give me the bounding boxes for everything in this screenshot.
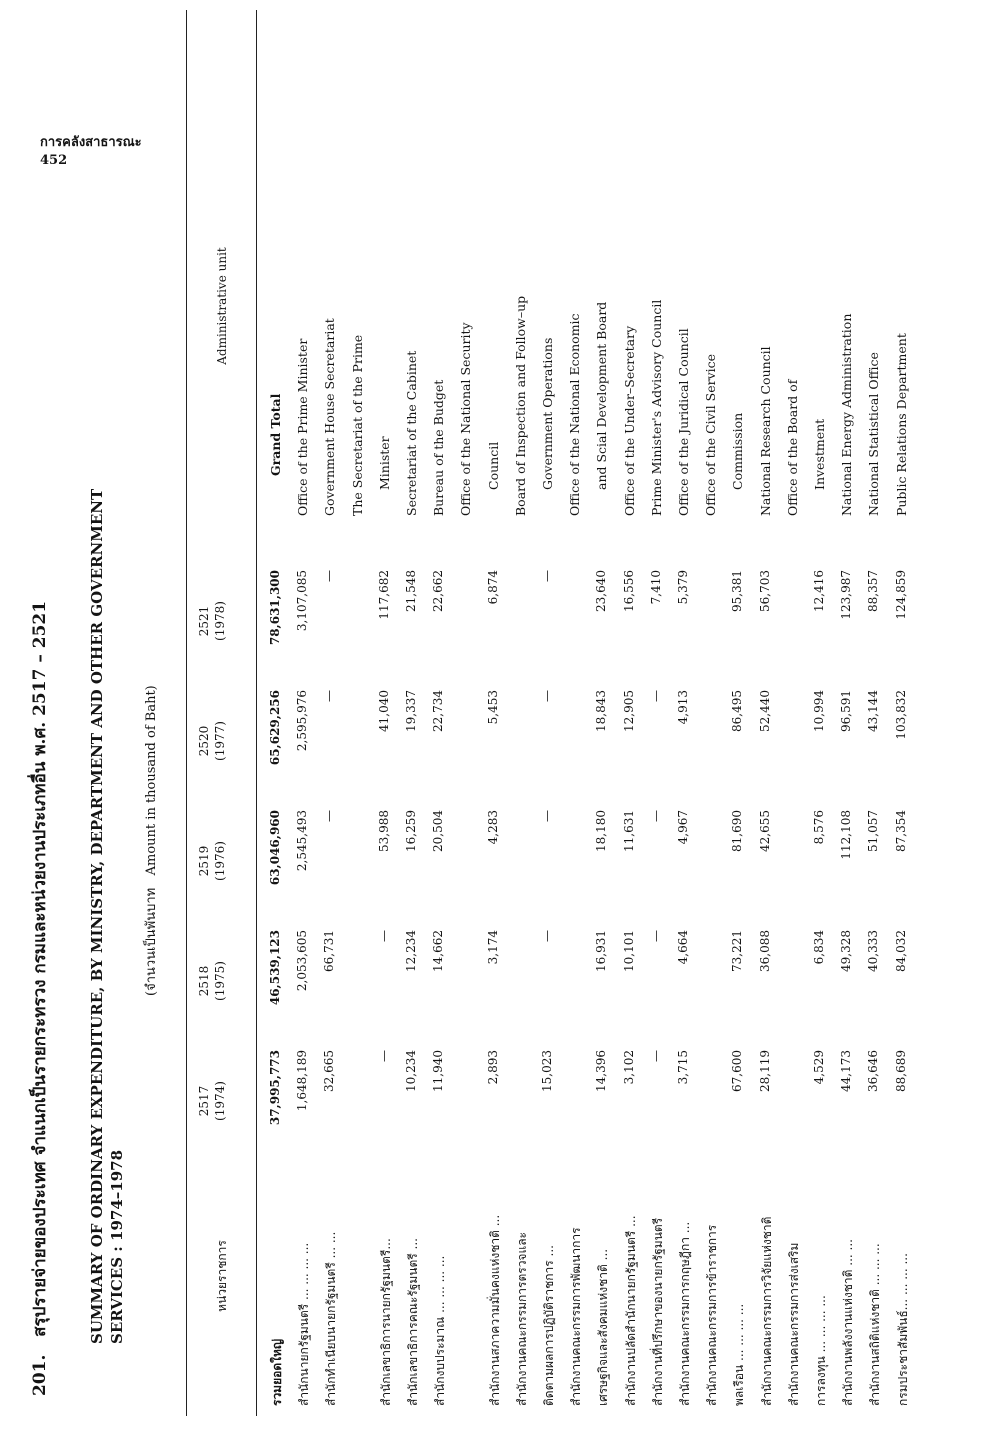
row-english-label: Office of the Juridical Council [676, 328, 691, 516]
row-value-2518: — [540, 930, 554, 942]
unit-note [140, 685, 161, 996]
row-value-2517: 44,173 [839, 1050, 854, 1092]
row-thai-label: สำนักงานที่ปรึกษาของนายกรัฐมนตรี [650, 1217, 665, 1406]
row-value-2521: 7,410 [648, 570, 663, 605]
table-row [540, 36, 564, 1416]
top-rule [186, 10, 187, 1416]
table-row [594, 36, 618, 1416]
table-row [649, 36, 673, 1416]
row-thai-label: สำนักงานพลังงานแห่งชาติ ... ... [841, 1239, 856, 1406]
row-value-2519: 112,108 [839, 810, 854, 860]
row-thai-label: สำนักงานคณะกรรมการกฤษฎีกา ... [678, 1221, 692, 1406]
row-value-2518: 49,328 [839, 930, 854, 972]
row-thai-label: การลงทุน ... ... ... ... [814, 1295, 828, 1406]
row-value-2520: 2,595,976 [295, 690, 310, 752]
row-value-2520: 43,144 [866, 690, 881, 732]
header-rule [256, 10, 257, 1416]
table-row [839, 36, 863, 1416]
row-value-2519: 51,057 [866, 810, 881, 852]
row-value-2520: — [540, 690, 554, 702]
table-row [703, 36, 727, 1416]
table-row [513, 36, 537, 1416]
row-value-2521: — [540, 570, 554, 582]
row-value-2520: 19,337 [404, 690, 418, 732]
row-value-2519: — [648, 810, 663, 822]
title-english-1: SUMMARY OF ORDINARY EXPENDITURE, BY MINISTRY, DEPARTMENT AND OTHER GOVERNMENT [88, 488, 106, 1344]
row-value-2520: 96,591 [839, 690, 854, 732]
row-thai-label: สำนักงานสภาความมั่นคงแห่งชาติ ... [487, 1214, 502, 1406]
row-english-label: Office of the Under–Secretary [621, 325, 637, 516]
row-value-2517: 67,600 [730, 1050, 745, 1092]
table-row [404, 36, 428, 1416]
row-english-label: The Secretariat of the Prime [349, 334, 365, 516]
row-value-2518: — [648, 930, 663, 942]
row-value-2521: 95,381 [730, 570, 745, 612]
row-thai-label: สำนักงานคณะกรรมการวิจัยแห่งชาติ [759, 1216, 774, 1406]
row-thai-label: สำนักงบประมาณ ... ... ... ... [433, 1255, 448, 1406]
col-head-2521: 2521 (1978) [197, 601, 227, 641]
row-value-2520: 41,040 [376, 690, 391, 732]
row-english-label: Minister [376, 436, 392, 490]
row-value-2521: 23,640 [594, 570, 609, 612]
unit-thai: (จำนวนเป็นพันบาท [144, 887, 159, 996]
row-value-2520: 52,440 [757, 690, 772, 732]
row-value-2517: 11,940 [431, 1050, 446, 1092]
row-value-2519: 63,046,960 [268, 810, 282, 886]
row-value-2517: 28,119 [757, 1050, 772, 1092]
row-value-2520: — [322, 690, 337, 702]
row-value-2519: 20,504 [431, 810, 446, 852]
row-value-2519: 87,354 [893, 810, 908, 852]
table-row [676, 36, 700, 1416]
row-thai-label: สำนักเลขาธิการคณะรัฐมนตรี ... [406, 1238, 420, 1406]
table-row [458, 36, 482, 1416]
row-english-label: and Scial Development Board [594, 301, 610, 490]
row-value-2518: 16,931 [594, 930, 609, 972]
title-thai-line [26, 601, 53, 1396]
unit-english: Amount in thousand of Baht) [144, 685, 159, 876]
row-english-label: Investment [812, 418, 827, 490]
row-value-2517: 3,715 [676, 1050, 690, 1085]
row-value-2521: 56,703 [757, 570, 772, 612]
row-thai-label: สำนักนายกรัฐมนตรี ... ... ... ... [297, 1242, 312, 1406]
table-row [295, 36, 319, 1416]
row-value-2521: 123,987 [839, 570, 854, 620]
row-thai-label: สำนักทำเนียบนายกรัฐมนตรี ... ... [324, 1231, 339, 1406]
table-row [322, 36, 346, 1416]
row-value-2517: 3,102 [621, 1050, 636, 1085]
row-value-2517: 14,396 [594, 1050, 609, 1092]
row-english-label: Council [485, 441, 501, 490]
row-value-2521: 5,379 [676, 570, 690, 605]
row-value-2520: 12,905 [621, 690, 636, 732]
row-english-label: Public Relations Department [893, 333, 909, 516]
row-value-2518: 4,664 [676, 930, 690, 965]
row-value-2519: — [322, 810, 337, 822]
row-value-2517: — [376, 1050, 391, 1062]
row-value-2517: 10,234 [404, 1050, 418, 1092]
row-english-label: Government House Secretariat [322, 318, 338, 516]
row-english-label: Bureau of the Budget [431, 379, 447, 516]
section-title: การคลังสาธารณะ [40, 135, 142, 150]
row-value-2517: 2,893 [485, 1050, 500, 1085]
row-value-2520: 10,994 [812, 690, 826, 732]
col-head-2518: 2518 (1975) [197, 961, 227, 1001]
row-thai-label: สำนักงานคณะกรรมการพัฒนาการ [569, 1227, 584, 1406]
col-head-2517: 2517 (1974) [197, 1081, 227, 1121]
row-value-2518: — [376, 930, 391, 942]
table-row [622, 36, 646, 1416]
row-value-2519: 42,655 [757, 810, 772, 852]
row-thai-label: สำนักงานคณะกรรมการตรวจและ [514, 1232, 529, 1406]
table-row [431, 36, 455, 1416]
row-english-label: Prime Minister's Advisory Council [648, 299, 664, 516]
row-value-2519: 11,631 [621, 810, 636, 852]
row-value-2519: — [540, 810, 554, 822]
row-english-label: Government Operations [540, 337, 555, 490]
row-value-2519: 8,576 [812, 810, 826, 845]
col-head-2520: 2520 (1977) [197, 721, 227, 761]
table-row [866, 36, 890, 1416]
row-value-2521: 6,874 [485, 570, 500, 605]
row-value-2520: 65,629,256 [268, 690, 282, 766]
row-thai-label: รวมยอดใหญ่ [270, 1338, 284, 1406]
row-value-2521: 88,357 [866, 570, 881, 612]
row-value-2519: 2,545,493 [295, 810, 310, 872]
row-value-2521: 3,107,085 [295, 570, 310, 632]
row-value-2518: 73,221 [730, 930, 745, 972]
title-english-2: SERVICES : 1974–1978 [108, 1149, 126, 1344]
row-value-2518: 40,333 [866, 930, 881, 972]
row-english-label: Grand Total [268, 393, 283, 476]
row-thai-label: สำนักงานคณะกรรมการข้าราชการ [705, 1224, 720, 1406]
page-number: 452 [40, 153, 68, 168]
row-thai-label: พลเรือน ... ... ... ... [732, 1303, 747, 1406]
row-value-2517: 32,665 [322, 1050, 337, 1092]
table-row [730, 36, 754, 1416]
row-value-2517: 36,646 [866, 1050, 881, 1092]
row-english-label: Office of the National Security [458, 322, 474, 516]
row-thai-label: เศรษฐกิจและสังคมแห่งชาติ ... [596, 1248, 611, 1406]
table-row [377, 36, 401, 1416]
row-value-2520: — [648, 690, 663, 702]
row-value-2521: 117,682 [376, 570, 391, 620]
row-thai-label: ติดตามผลการปฏิบัติราชการ ... [542, 1245, 556, 1406]
row-value-2519: 18,180 [594, 810, 609, 852]
row-english-label: Board of Inspection and Follow–up [512, 295, 528, 516]
row-value-2521: — [322, 570, 337, 582]
row-english-label: National Statistical Office [866, 352, 882, 516]
row-value-2521: 16,556 [621, 570, 636, 612]
row-english-label: National Research Council [757, 346, 773, 516]
table-row [812, 36, 836, 1416]
row-value-2517: 4,529 [812, 1050, 826, 1085]
row-value-2518: 14,662 [431, 930, 446, 972]
row-english-label: Office of the Prime Minister [295, 338, 311, 516]
row-value-2518: 46,539,123 [268, 930, 282, 1006]
row-thai-label: สำนักงานปลัดสำนักนายกรัฐมนตรี ... [623, 1215, 638, 1406]
table-row [268, 36, 292, 1416]
table-number: 201. [30, 1354, 50, 1396]
row-value-2521: 21,548 [404, 570, 418, 612]
row-value-2520: 18,843 [594, 690, 609, 732]
row-value-2519: 16,259 [404, 810, 418, 852]
row-value-2520: 22,734 [431, 690, 446, 732]
table-row [758, 36, 782, 1416]
row-thai-label: สำนักงานคณะกรรมการส่งเสริม [786, 1242, 801, 1406]
col-head-2519: 2519 (1976) [197, 841, 227, 881]
row-value-2517: 1,648,189 [295, 1050, 310, 1112]
row-english-label: National Energy Administration [839, 313, 855, 516]
row-english-label: Office of the National Economic [567, 313, 583, 516]
row-value-2517: 15,023 [540, 1050, 554, 1092]
row-thai-label: สำนักงานสถิติแห่งชาติ ... ... ... [868, 1243, 883, 1406]
row-value-2518: 10,101 [621, 930, 636, 972]
row-value-2518: 36,088 [757, 930, 772, 972]
table-row [567, 36, 591, 1416]
col-head-thai: หน่วยราชการ [215, 1240, 229, 1312]
row-value-2518: 66,731 [322, 930, 337, 972]
row-value-2518: 2,053,605 [295, 930, 310, 992]
title-thai: สรุปรายจ่ายของประเทศ จำแนกเป็นรายกระทรวง กรมและหน่วยงานประเภทอื่น พ.ศ. 2517 – 2521 [30, 600, 50, 1337]
row-value-2517: 88,689 [893, 1050, 908, 1092]
row-value-2517: — [648, 1050, 663, 1062]
col-head-english: Administrative unit [215, 247, 229, 365]
row-value-2517: 37,995,773 [268, 1050, 282, 1126]
table-row [350, 36, 374, 1416]
table-row [894, 36, 918, 1416]
row-value-2518: 84,032 [893, 930, 908, 972]
row-value-2519: 4,967 [676, 810, 690, 845]
row-english-label: Secretariat of the Cabinet [404, 350, 419, 516]
row-value-2518: 6,834 [812, 930, 826, 965]
row-value-2521: 22,662 [431, 570, 446, 612]
row-thai-label: กรมประชาสัมพันธ์... ... ... ... [895, 1253, 910, 1406]
row-value-2518: 12,234 [404, 930, 418, 972]
row-value-2521: 12,416 [812, 570, 826, 612]
row-value-2519: 53,988 [376, 810, 391, 852]
row-english-label: Commission [730, 412, 746, 490]
row-value-2520: 86,495 [730, 690, 745, 732]
row-english-label: Office of the Civil Service [703, 353, 719, 516]
table-row [785, 36, 809, 1416]
row-value-2520: 103,832 [893, 690, 908, 740]
row-value-2519: 81,690 [730, 810, 745, 852]
row-thai-label: สำนักเลขาธิการนายกรัฐมนตรี... [378, 1238, 393, 1406]
row-value-2521: 124,859 [893, 570, 908, 620]
row-value-2520: 4,913 [676, 690, 690, 725]
row-value-2521: 78,631,300 [268, 570, 282, 646]
row-value-2518: 3,174 [485, 930, 500, 965]
row-value-2520: 5,453 [485, 690, 500, 725]
row-value-2519: 4,283 [485, 810, 500, 845]
table-row [486, 36, 510, 1416]
row-english-label: Office of the Board of [784, 379, 800, 516]
